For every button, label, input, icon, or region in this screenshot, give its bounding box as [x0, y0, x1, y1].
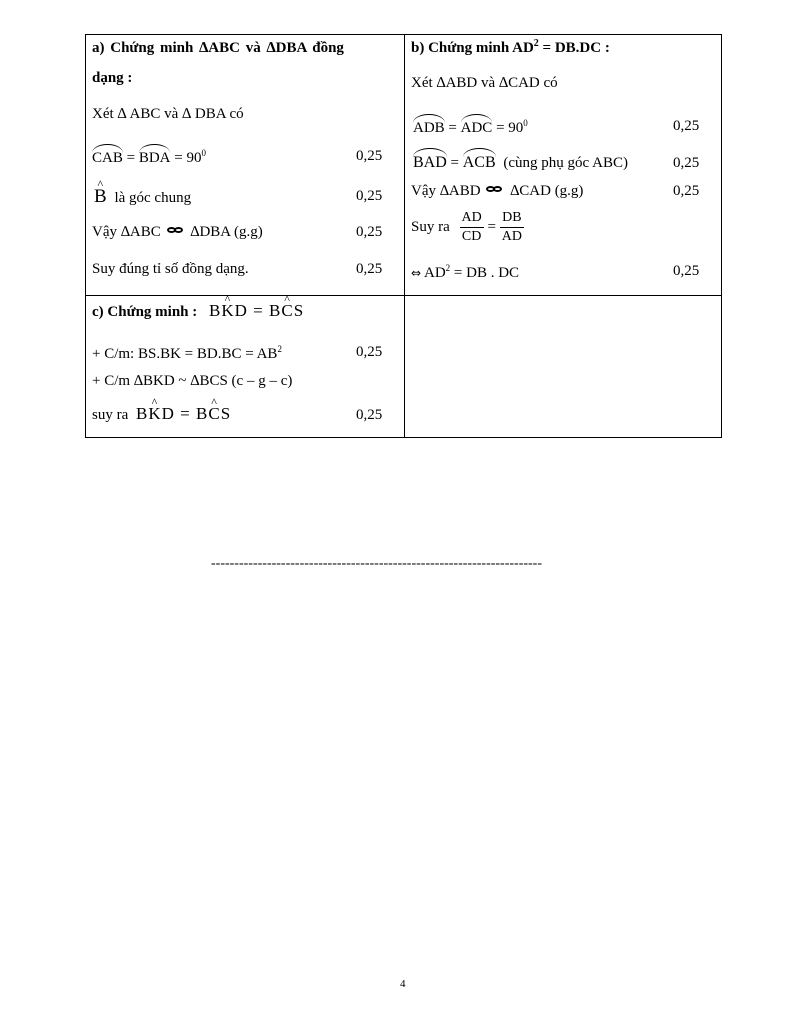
part-a-score-4: 0,25: [356, 261, 383, 277]
part-b-similarity: [411, 183, 583, 200]
part-b-heading-text: b) Chứng minh AD: [411, 40, 534, 56]
part-b-score-3: 0,25: [673, 183, 700, 199]
fraction-denominator: CD: [461, 229, 482, 244]
angle-equality: [136, 404, 231, 423]
conclusion-text: suy ra: [92, 407, 129, 423]
right-angle-value: = 90: [174, 150, 202, 166]
part-c-conclusion: [92, 404, 231, 424]
similar-left: Vậy ∆ABC: [92, 224, 161, 240]
separator-line: -----------------------------------------------------------------------: [211, 556, 543, 571]
part-c-heading: [92, 301, 304, 321]
part-c-step-2: + C/m ∆BKD ~ ∆BCS (c – g – c): [92, 373, 293, 389]
similar-symbol-icon: [486, 186, 504, 193]
similar-right: ∆DBA (g.g): [190, 224, 263, 240]
angle-b: ^ B: [94, 186, 107, 208]
degree-mark: 0: [201, 148, 206, 158]
equals-sign: =: [487, 219, 496, 235]
fraction-numerator: DB: [500, 210, 523, 228]
letter-b: B: [136, 404, 149, 423]
angle-adb: ADB: [413, 120, 445, 136]
part-b-score-2: 0,25: [673, 155, 700, 171]
page-number: 4: [400, 978, 406, 990]
similar-right: ∆CAD (g.g): [510, 183, 584, 199]
answer-table: [85, 34, 722, 438]
letter-d: D: [161, 404, 175, 423]
part-c-score-2: 0,25: [356, 407, 383, 423]
result-ad: AD: [424, 265, 446, 281]
fraction-db-ad: [500, 210, 524, 245]
part-c-score-1: 0,25: [356, 344, 383, 360]
part-b-cell: [405, 35, 721, 295]
part-b-result: [411, 263, 519, 282]
part-b-consider: Xét ∆ABD và ∆CAD có: [411, 75, 558, 91]
similar-symbol-icon: [167, 227, 185, 234]
angle-cab: CAB: [92, 150, 123, 166]
angle-equality: [209, 301, 304, 320]
part-a-cell: [86, 35, 405, 295]
equals-sign: =: [180, 404, 191, 423]
part-a-score-2: 0,25: [356, 188, 383, 204]
infer-text: Suy ra: [411, 219, 450, 235]
part-a-heading-1: a) Chứng minh ∆ABC và ∆DBA đồng: [92, 40, 344, 56]
complementary-text: (cùng phụ góc ABC): [503, 155, 628, 171]
part-a-score-3: 0,25: [356, 224, 383, 240]
angle-k: ^ K: [148, 404, 161, 424]
step-1-sup: 2: [277, 344, 282, 354]
answer-row-1: [86, 35, 721, 295]
part-a-angle-equation: [92, 148, 206, 167]
letter-b: B: [196, 404, 209, 423]
result-sup: 2: [445, 263, 451, 273]
degree-mark: 0: [523, 118, 528, 128]
equals-sign: =: [126, 150, 136, 166]
fraction-numerator: AD: [460, 210, 484, 228]
part-c-cell: [86, 296, 405, 437]
angle-c: ^ C: [281, 301, 293, 321]
similar-left: Vậy ∆ABD: [411, 183, 481, 199]
part-b-heading-sup: 2: [533, 38, 539, 49]
angle-bda: BDA: [138, 150, 171, 166]
common-angle-text: là góc chung: [114, 190, 192, 206]
angle-acb: ACB: [462, 154, 496, 171]
letter-d: D: [234, 301, 248, 320]
fraction-denominator: AD: [501, 229, 522, 244]
part-a-score-1: 0,25: [356, 148, 383, 164]
angle-c: ^ C: [208, 404, 220, 424]
letter-b: B: [209, 301, 222, 320]
part-b-heading: [411, 38, 610, 57]
part-b-heading-rest: = DB.DC :: [538, 40, 610, 56]
letter-s: S: [293, 301, 305, 320]
equals-sign: =: [253, 301, 264, 320]
part-b-angle-equation-2: [413, 154, 628, 172]
angle-adc: ADC: [460, 120, 493, 136]
part-a-consider: Xét ∆ ABC và ∆ DBA có: [92, 106, 244, 122]
part-a-similarity: [92, 224, 263, 241]
fraction-ad-cd: [460, 210, 484, 245]
part-b-angle-equation-1: [413, 118, 528, 137]
part-a-ratio: Suy đúng tỉ số đồng dạng.: [92, 261, 249, 277]
part-b-score-4: 0,25: [673, 263, 700, 279]
equals-sign: =: [448, 120, 457, 136]
step-1-text: + C/m: BS.BK = BD.BC = AB: [92, 346, 278, 362]
equals-sign: =: [450, 155, 459, 171]
result-rest: = DB . DC: [450, 265, 520, 281]
equivalence-icon: ⇔: [411, 266, 422, 280]
right-angle-value: = 90: [496, 120, 524, 136]
part-a-common-angle: [94, 186, 191, 208]
part-b-proportion: [411, 210, 524, 245]
answer-row-2: [86, 295, 721, 437]
part-c-heading-text: c) Chứng minh :: [92, 304, 198, 320]
letter-s: S: [220, 404, 232, 423]
letter-b: B: [269, 301, 282, 320]
part-c-step-1: [92, 344, 282, 363]
part-a-heading-2: dạng :: [92, 70, 133, 86]
empty-cell: [405, 296, 721, 437]
angle-bad: BAD: [413, 154, 447, 171]
part-b-score-1: 0,25: [673, 118, 700, 134]
angle-k: ^ K: [221, 301, 234, 321]
